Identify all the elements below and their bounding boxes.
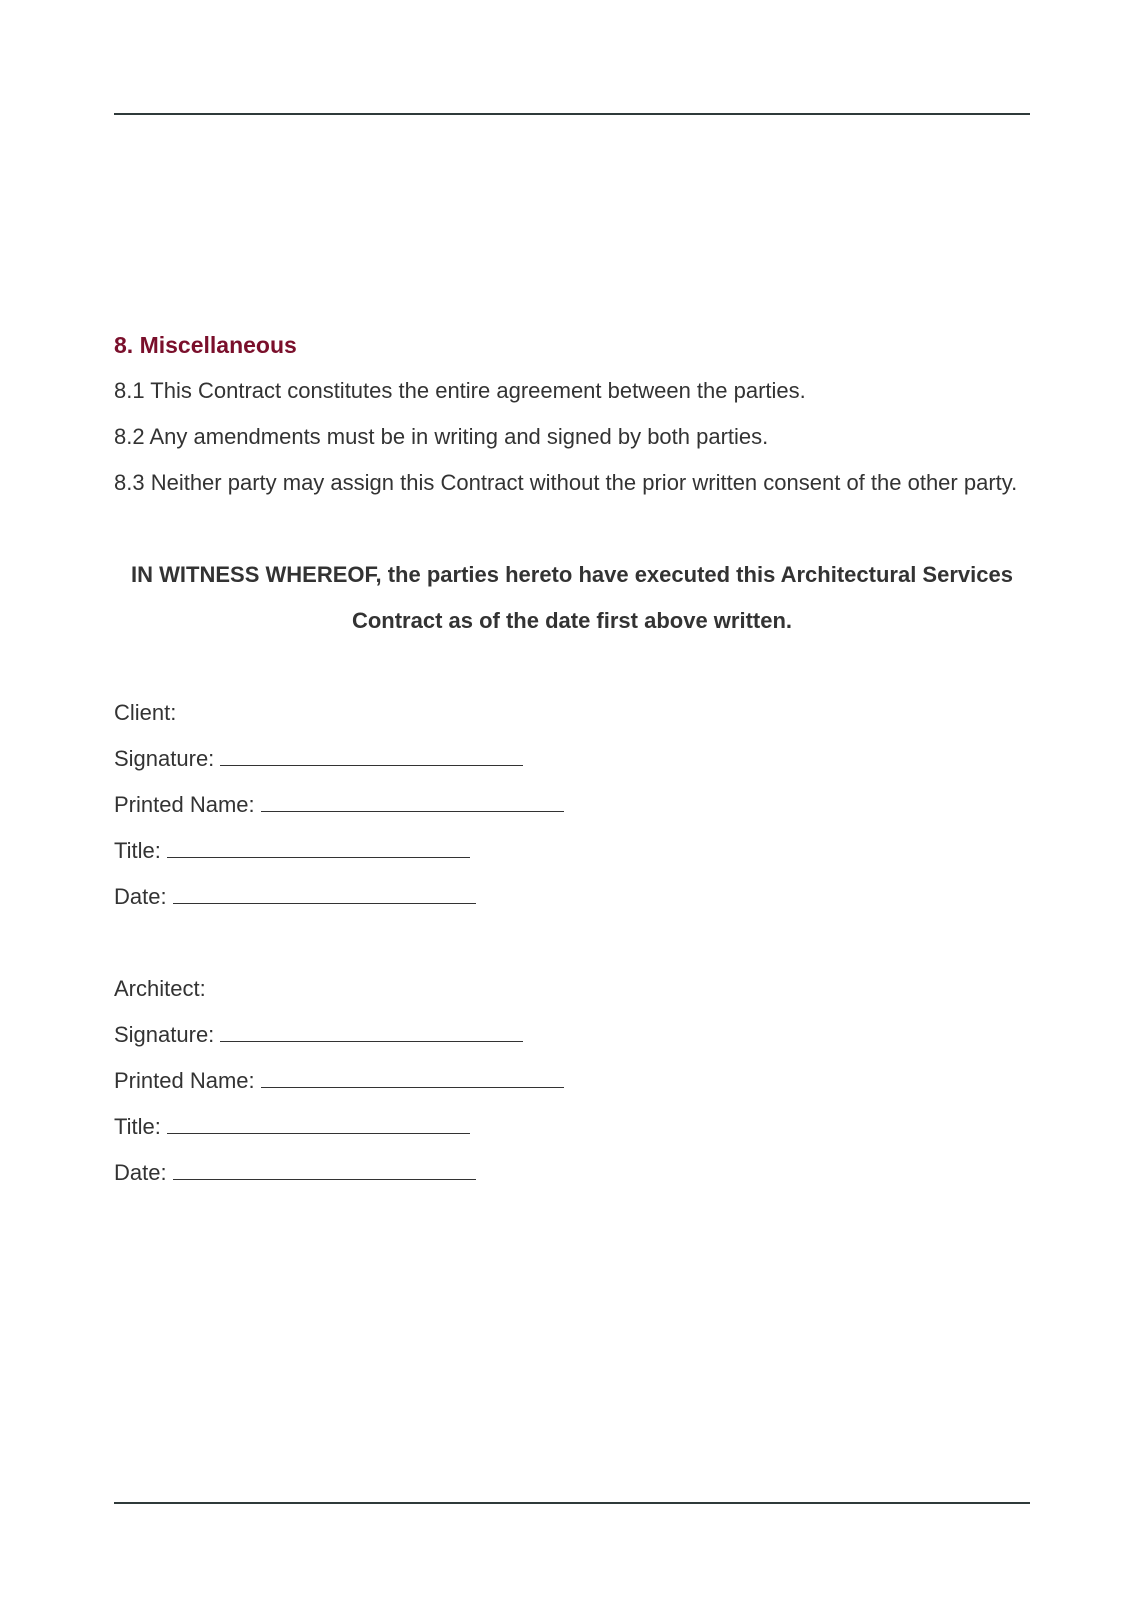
footer-rule: [114, 1502, 1030, 1504]
section-heading: 8. Miscellaneous: [114, 332, 297, 358]
field-label: Date:: [114, 1160, 167, 1185]
field-label: Title:: [114, 838, 161, 863]
field-label: Printed Name:: [114, 792, 255, 817]
title-blank[interactable]: [167, 857, 470, 858]
printed-name-blank[interactable]: [261, 811, 564, 812]
page-content: [114, 322, 1030, 1196]
architect-printed-name-row: [114, 1058, 1030, 1104]
witness-statement: IN WITNESS WHEREOF, the parties hereto have executed this Architectural Services Contract as of the date first above written.: [131, 562, 1013, 633]
client-date-row: [114, 874, 1030, 920]
clause-8-2: 8.2 Any amendments must be in writing and signed by both parties.: [114, 424, 769, 449]
architect-title-row: [114, 1104, 1030, 1150]
signature-blank[interactable]: [220, 765, 523, 766]
signature-blank[interactable]: [220, 1041, 523, 1042]
architect-date-row: [114, 1150, 1030, 1196]
field-label: Printed Name:: [114, 1068, 255, 1093]
header-rule: [114, 113, 1030, 115]
client-signature-block: [114, 690, 1030, 920]
date-blank[interactable]: [173, 1179, 476, 1180]
field-label: Date:: [114, 884, 167, 909]
field-label: Title:: [114, 1114, 161, 1139]
client-title-row: [114, 828, 1030, 874]
client-signature-row: [114, 736, 1030, 782]
architect-label: Architect:: [114, 976, 206, 1001]
title-blank[interactable]: [167, 1133, 470, 1134]
date-blank[interactable]: [173, 903, 476, 904]
field-label: Signature:: [114, 1022, 215, 1047]
client-label: Client:: [114, 700, 177, 725]
clause-8-3: 8.3 Neither party may assign this Contract without the prior written consent of the other party.: [114, 470, 1018, 495]
architect-signature-block: [114, 966, 1030, 1196]
clause-8-1: 8.1 This Contract constitutes the entire agreement between the parties.: [114, 378, 806, 403]
architect-signature-row: [114, 1012, 1030, 1058]
field-label: Signature:: [114, 746, 215, 771]
printed-name-blank[interactable]: [261, 1087, 564, 1088]
client-printed-name-row: [114, 782, 1030, 828]
